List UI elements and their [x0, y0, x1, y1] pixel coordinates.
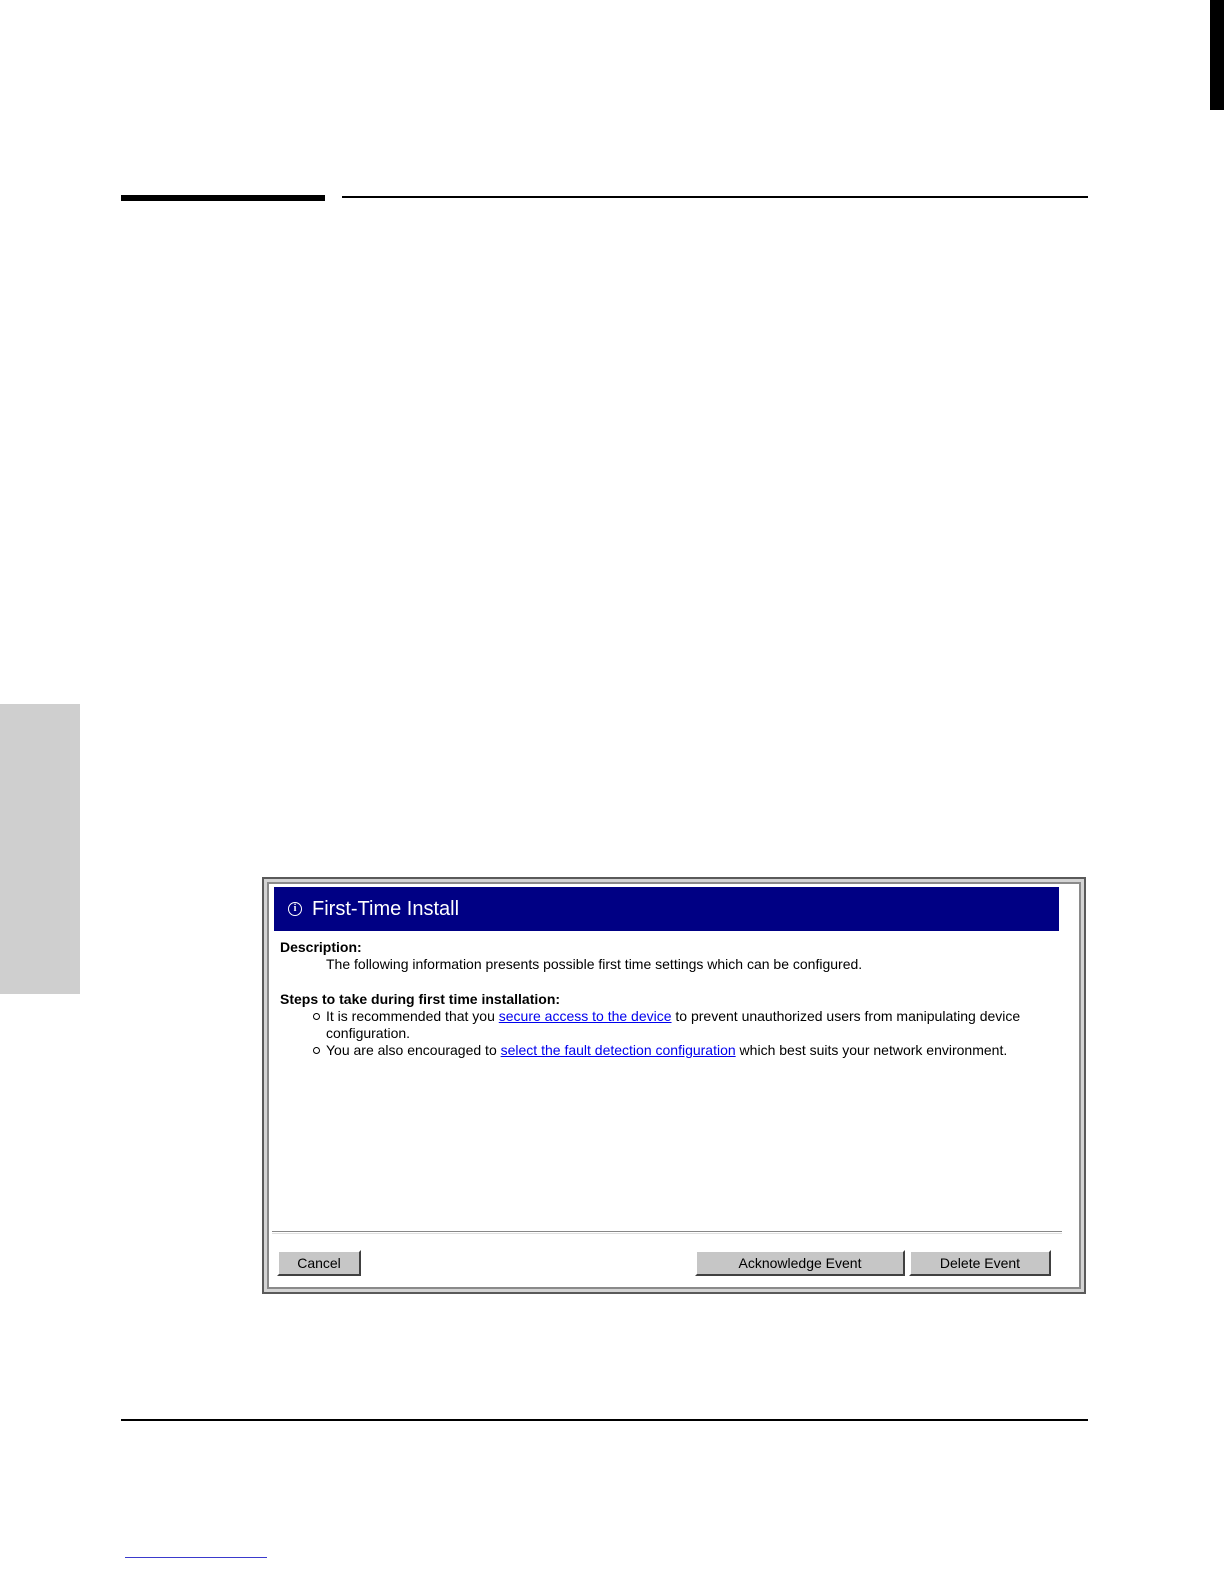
- delete-event-button[interactable]: Delete Event: [909, 1250, 1051, 1276]
- dialog-content: [280, 939, 1060, 1059]
- acknowledge-event-button[interactable]: Acknowledge Event: [695, 1250, 905, 1276]
- description-heading: Description:: [280, 939, 362, 955]
- button-divider: [272, 1231, 1062, 1234]
- step-text-after: which best suits your network environment.: [735, 1042, 1008, 1058]
- step-text-before: It is recommended that you: [326, 1008, 499, 1024]
- first-time-install-dialog: [262, 877, 1086, 1294]
- header-rule-thin: [342, 196, 1088, 198]
- dialog-title-bar: [274, 887, 1059, 931]
- chapter-side-tab: [0, 704, 80, 994]
- fault-detection-link[interactable]: select the fault detection configuration: [500, 1042, 736, 1058]
- steps-list: [280, 1008, 1060, 1059]
- bullet-icon: [313, 1013, 320, 1020]
- step-text-after: to prevent unauthorized users from manipulating device configuration.: [326, 1008, 1021, 1041]
- cancel-button[interactable]: Cancel: [277, 1250, 361, 1276]
- page-corner-tab: [1210, 0, 1224, 110]
- footer-rule: [121, 1419, 1088, 1421]
- bullet-icon: [313, 1047, 320, 1054]
- info-icon: i: [288, 902, 302, 916]
- step-item: [326, 1008, 1046, 1042]
- secure-access-link[interactable]: secure access to the device: [498, 1008, 672, 1024]
- footer-link-underline: [125, 1557, 267, 1558]
- step-item: [326, 1042, 1046, 1059]
- header-rule-thick: [121, 195, 325, 201]
- steps-heading: Steps to take during first time installation:: [280, 991, 561, 1007]
- dialog-title: First-Time Install: [312, 897, 460, 920]
- description-text: The following information presents possible first time settings which can be configured.: [326, 956, 863, 972]
- step-text-before: You are also encouraged to: [326, 1042, 501, 1058]
